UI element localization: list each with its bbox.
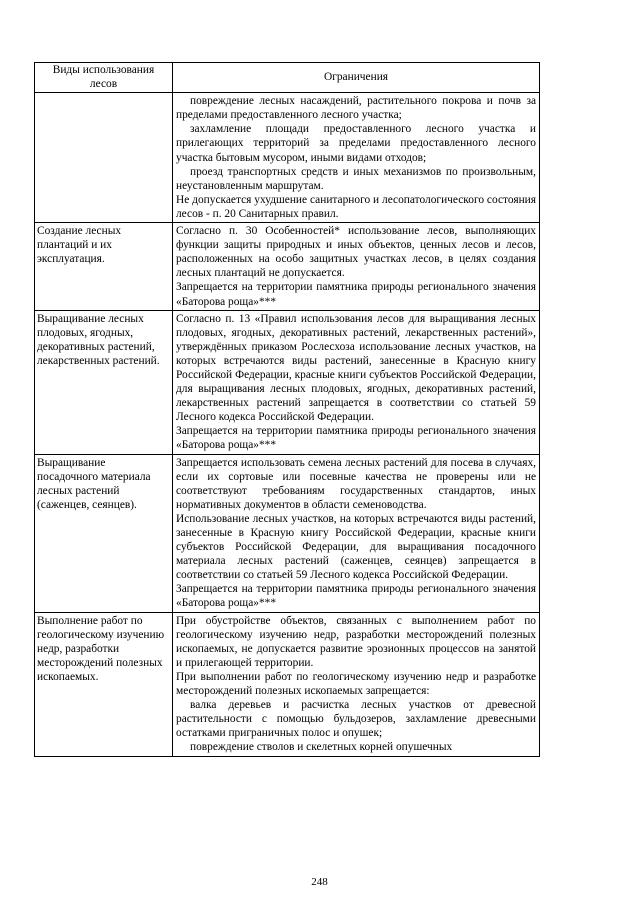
table-body	[35, 93, 540, 756]
restriction-paragraph: захламление площади предоставленного лесного участка и прилегающих территорий за пределами предоставленного лесного участка бытовым мусором, иными видами отходов;	[176, 123, 536, 164]
restriction-paragraph: валка деревьев и расчистка лесных участков от древесной растительности с помощью бульдозеров, захламление древесными остатками приграничных полос и опушек;	[176, 699, 536, 740]
restrictions-table	[34, 62, 540, 757]
restriction-paragraph: Запрещается на территории памятника природы регионального значения «Баторова роща»***	[176, 583, 536, 610]
restriction-paragraph: проезд транспортных средств и иных механизмов по произвольным, неустановленным маршрутам.	[176, 165, 536, 192]
table-row	[35, 310, 540, 454]
usage-type-cell: Выполнение работ по геологическому изучению недр, разработки месторождений полезных ископаемых.	[35, 612, 173, 756]
restrictions-cell	[173, 454, 540, 612]
header-restrictions: Ограничения	[173, 63, 540, 93]
restriction-paragraph: При обустройстве объектов, связанных с выполнением работ по геологическому изучению недр, разработки месторождений полезных ископаемых, не допускается развитие эрозионных процессов на занятой и прилегающей территории.	[176, 614, 536, 669]
restriction-paragraph: Согласно п. 13 «Правил использования лесов для выращивания лесных плодовых, ягодных, декоративных растений, лекарственных растений», утверждённых приказом Рослесхоза использование лесных участков, на которых встречаются виды растений, занесенные в Красную книгу Российской Федерации, красные книги субъектов Российской Федерации, для выращивания лесных плодовых, ягодных, декоративных растений, лекарственных растений запрещается в соответствии со статьей 59 Лесного кодекса Российской Федерации.	[176, 312, 536, 424]
restriction-paragraph: Не допускается ухудшение санитарного и лесопатологического состояния лесов - п. 20 Санитарных правил.	[176, 193, 536, 220]
usage-type-cell	[35, 93, 173, 223]
restrictions-cell	[173, 223, 540, 311]
restrictions-cell	[173, 612, 540, 756]
table-header-row	[35, 63, 540, 93]
table-row	[35, 612, 540, 756]
table-row	[35, 454, 540, 612]
restrictions-cell	[173, 93, 540, 223]
restriction-paragraph: Запрещается на территории памятника природы регионального значения «Баторова роща»***	[176, 281, 536, 308]
table-row	[35, 223, 540, 311]
restriction-paragraph: Запрещается использовать семена лесных растений для посева в случаях, если их сортовые или посевные качества не проверены или не соответствуют требованиям государственных стандартов, иных нормативных документов в области семеноводства.	[176, 456, 536, 511]
usage-type-cell: Создание лесных плантаций и их эксплуатация.	[35, 223, 173, 311]
restrictions-cell	[173, 310, 540, 454]
usage-type-cell: Выращивание лесных плодовых, ягодных, декоративных растений, лекарственных растений.	[35, 310, 173, 454]
restriction-paragraph: Использование лесных участков, на которых встречаются виды растений, занесенные в Красную книгу Российской Федерации, красные книги субъектов Российской Федерации, для выращивания посадочного материала лесных растений (саженцев, сеянцев) запрещается в соответствии со статьей 59 Лесного кодекса Российской Федерации.	[176, 512, 536, 582]
restriction-paragraph: При выполнении работ по геологическому изучению недр и разработке месторождений полезных ископаемых запрещается:	[176, 670, 536, 698]
restriction-paragraph: Согласно п. 30 Особенностей* использование лесов, выполняющих функции защиты природных и иных объектов, ценных лесов и лесов, расположенных на особо защитных участках лесов, в целях создания лесных плантаций не допускается.	[176, 225, 536, 280]
table-row	[35, 93, 540, 223]
restriction-paragraph: повреждение лесных насаждений, растительного покрова и почв за пределами предоставленного лесного участка;	[176, 95, 536, 122]
header-usage-types: Виды использования лесов	[35, 63, 173, 93]
usage-type-cell: Выращивание посадочного материала лесных растений (саженцев, сеянцев).	[35, 454, 173, 612]
restriction-paragraph: повреждение стволов и скелетных корней опушечных	[190, 741, 453, 754]
page-number: 248	[311, 876, 328, 888]
restriction-paragraph: Запрещается на территории памятника природы регионального значения «Баторова роща»***	[176, 425, 536, 452]
